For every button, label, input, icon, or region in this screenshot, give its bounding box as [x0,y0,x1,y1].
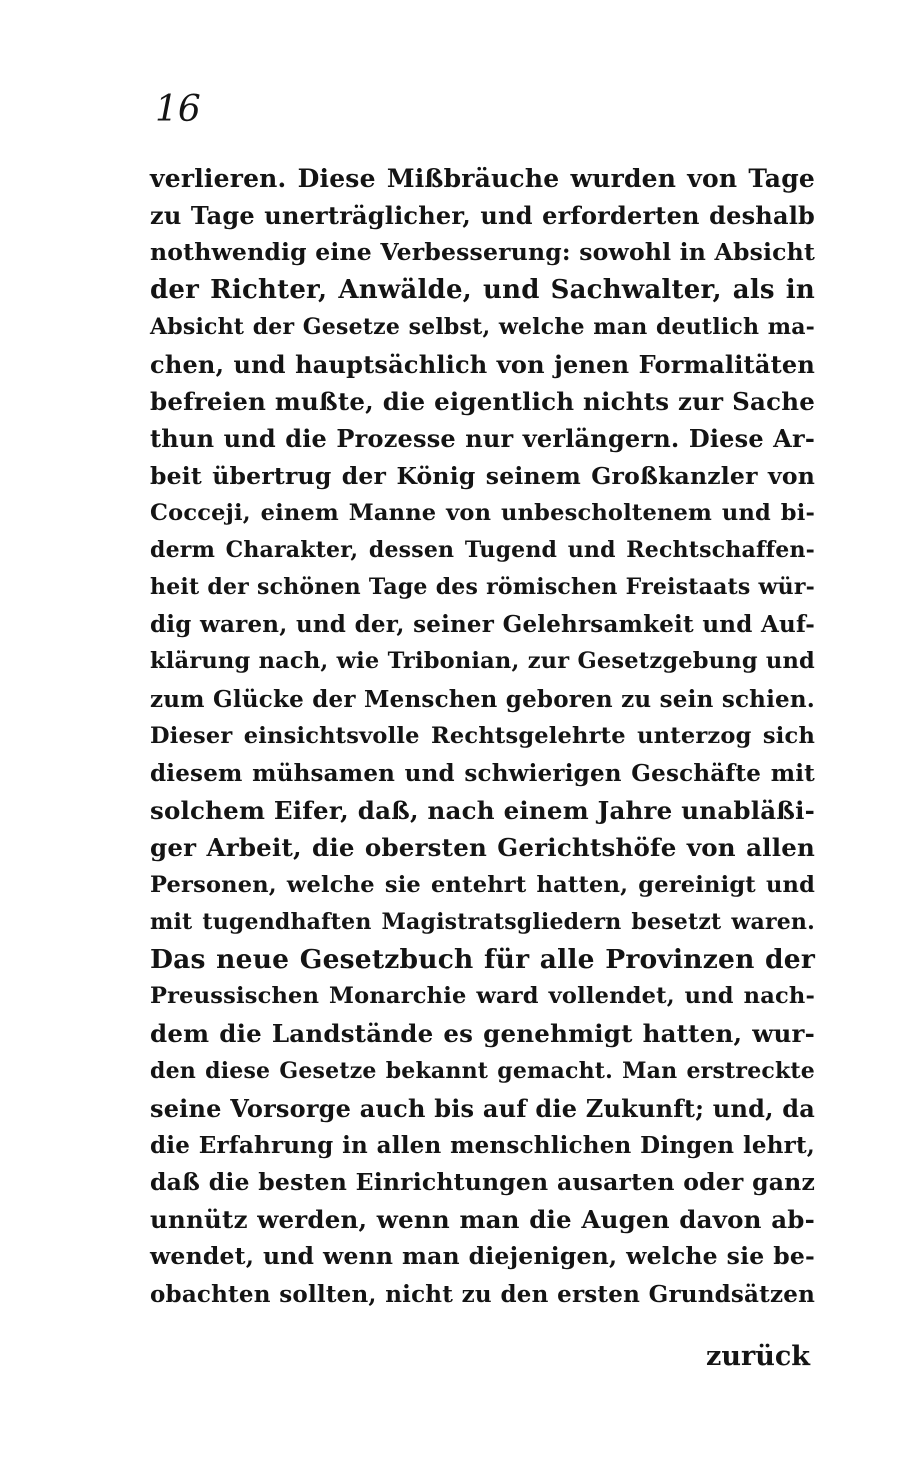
catchword: zurück [706,1341,810,1372]
page-number: 16 [155,89,201,130]
text-line: solchem Eifer, daß, nach einem Jahre unabläßi- [150,796,815,826]
text-line: ger Arbeit, die obersten Gerichtshöfe von allen [150,833,815,863]
text-line: dig waren, und der, seiner Gelehrsamkeit und Auf- [150,611,815,639]
text-line: heit der schönen Tage des römischen Freistaats wür- [150,574,815,601]
text-line: Personen, welche sie entehrt hatten, gereinigt und [150,871,815,898]
text-line: die Erfahrung in allen menschlichen Dingen lehrt, [150,1131,815,1159]
text-line: zu Tage unerträglicher, und erforderten deshalb [150,201,815,231]
text-line: derm Charakter, dessen Tugend und Rechtschaffen- [150,536,815,563]
text-line: obachten sollten, nicht zu den ersten Grundsätzen [150,1280,815,1308]
body-text [150,160,815,1313]
text-line: verlieren. Diese Mißbräuche wurden von Tage [150,164,815,193]
text-line: dem die Landstände es genehmigt hatten, wur- [150,1019,815,1049]
text-line: Dieser einsichtsvolle Rechtsgelehrte unterzog sich [150,722,815,749]
text-line: beit übertrug der König seinem Großkanzler von [150,461,815,490]
text-line: nothwendig eine Verbesserung: sowohl in Absicht [150,238,815,267]
text-line: Das neue Gesetzbuch für alle Provinzen der [150,943,815,975]
text-line: seine Vorsorge auch bis auf die Zukunft; und, da [150,1093,815,1123]
text-line: Preussischen Monarchie ward vollendet, und nach- [150,983,815,1010]
text-line: klärung nach, wie Tribonian, zur Gesetzgebung und [150,648,815,675]
text-line: wendet, und wenn man diejenigen, welche sie be- [150,1242,815,1271]
text-line: befreien mußte, die eigentlich nichts zur Sache [150,387,815,417]
text-line: chen, und hauptsächlich von jenen Formalitäten [150,349,815,379]
text-line: thun und die Prozesse nur verlängern. Diese Ar- [150,424,815,454]
text-line: diesem mühsamen und schwierigen Geschäfte mit [150,760,815,787]
text-line: mit tugendhaften Magistratsgliedern besetzt waren. [150,908,815,935]
text-line: unnütz werden, wenn man die Augen davon ab- [150,1205,815,1235]
text-line: Cocceji, einem Manne von unbescholtenem und bi- [150,499,815,526]
text-line: den diese Gesetze bekannt gemacht. Man erstreckte [150,1057,815,1084]
text-line: zum Glücke der Menschen geboren zu sein schien. [150,685,815,713]
text-line: daß die besten Einrichtungen ausarten oder ganz [150,1168,815,1197]
text-line: der Richter, Anwälde, und Sachwalter, als in [150,274,815,305]
text-line: Absicht der Gesetze selbst, welche man deutlich ma- [150,313,815,340]
